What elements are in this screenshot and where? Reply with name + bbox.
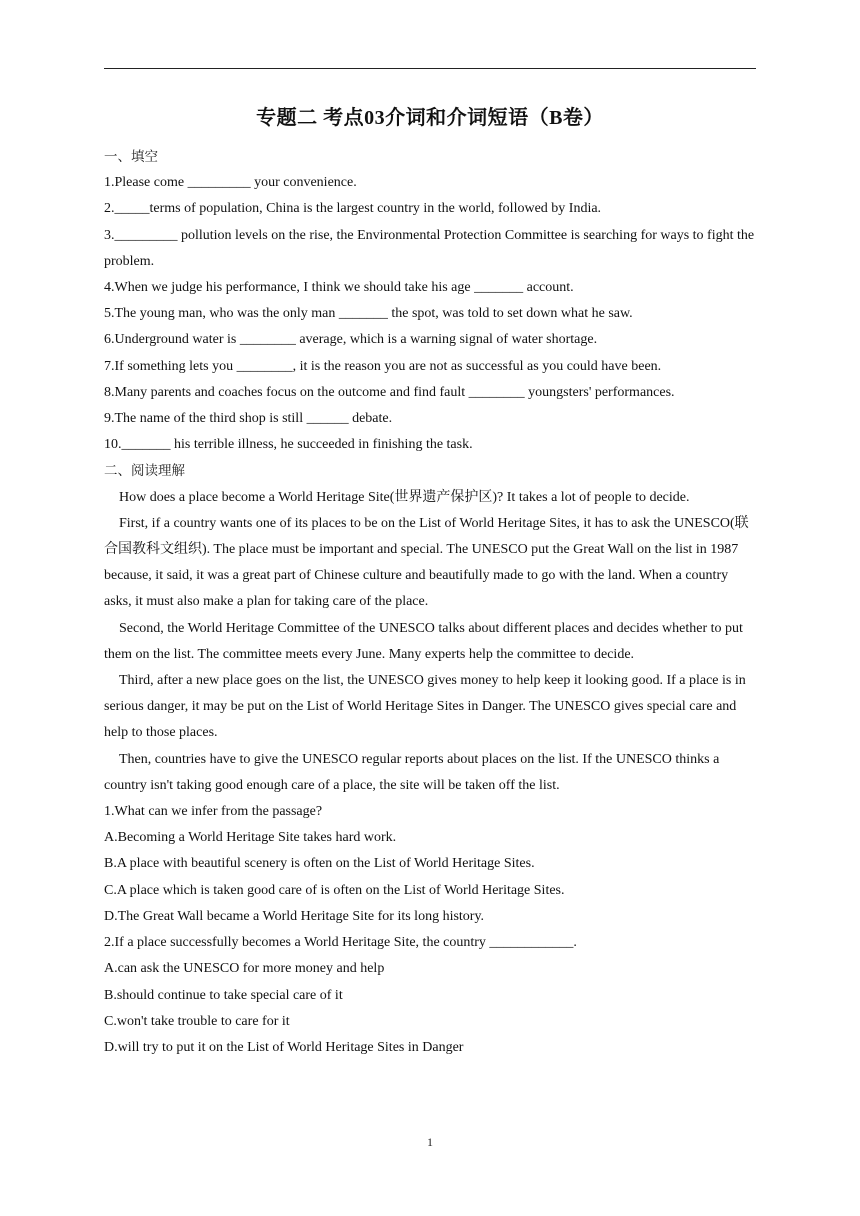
page-number: 1 xyxy=(427,1135,433,1149)
fill-blank-question: 4.When we judge his performance, I think we should take his age _______ account. xyxy=(104,280,574,296)
answer-option: C.won't take trouble to care for it xyxy=(104,1013,290,1029)
answer-option: D.The Great Wall became a World Heritage Site for its long history. xyxy=(104,908,485,924)
fill-blank-question: 10._______ his terrible illness, he succeeded in finishing the task. xyxy=(104,437,473,453)
fill-blank-question-list xyxy=(104,170,759,458)
page-title: 专题二 考点03介词和介词短语（B卷） xyxy=(256,107,604,129)
passage-paragraph: Third, after a new place goes on the list, the UNESCO gives money to help keep it looking good. If a place is in serious danger, it may be put on the List of World Heritage Sites in Danger. The UNESCO gives special care and help to those places. xyxy=(104,673,746,741)
passage-paragraph: Second, the World Heritage Committee of the UNESCO talks about different places and decides whether to put them on the list. The committee meets every June. Many experts help the committee to decide. xyxy=(104,620,743,662)
reading-question-stem: 1.What can we infer from the passage? xyxy=(104,804,323,820)
fill-blank-question: 2._____terms of population, China is the largest country in the world, followed by India. xyxy=(104,201,602,217)
answer-option: D.will try to put it on the List of World Heritage Sites in Danger xyxy=(104,1039,464,1055)
answer-options xyxy=(104,825,759,930)
reading-passage xyxy=(104,485,759,799)
reading-question-1 xyxy=(104,799,759,930)
fill-blank-question: 7.If something lets you ________, it is the reason you are not as successful as you could have been. xyxy=(104,358,662,374)
fill-blank-question: 5.The young man, who was the only man _______ the spot, was told to set down what he saw. xyxy=(104,306,633,322)
fill-blank-heading: 一、填空 xyxy=(104,149,158,165)
answer-option: B.A place with beautiful scenery is often on the List of World Heritage Sites. xyxy=(104,856,535,872)
answer-option: A.can ask the UNESCO for more money and help xyxy=(104,961,385,977)
answer-option: B.should continue to take special care of it xyxy=(104,987,343,1003)
fill-blank-question: 3._________ pollution levels on the rise, the Environmental Protection Committee is searching for ways to fight the problem. xyxy=(104,227,755,269)
reading-question-2 xyxy=(104,930,759,1061)
fill-blank-question: 8.Many parents and coaches focus on the outcome and find fault ________ youngsters' performances. xyxy=(104,384,675,400)
fill-blank-question: 6.Underground water is ________ average, which is a warning signal of water shortage. xyxy=(104,332,598,348)
passage-paragraph: How does a place become a World Heritage Site(世界遗产保护区)? It takes a lot of people to decide. xyxy=(119,489,690,505)
document-content xyxy=(104,144,759,1061)
header-rule xyxy=(104,68,756,69)
answer-option: A.Becoming a World Heritage Site takes hard work. xyxy=(104,830,397,846)
passage-paragraph: Then, countries have to give the UNESCO regular reports about places on the list. If the UNESCO thinks a country isn't taking good enough care of a place, the site will be taken off the list. xyxy=(104,751,720,793)
reading-heading: 二、阅读理解 xyxy=(104,463,185,480)
fill-blank-question: 1.Please come _________ your convenience. xyxy=(104,175,357,191)
fill-blank-question: 9.The name of the third shop is still ______ debate. xyxy=(104,411,393,427)
passage-paragraph: First, if a country wants one of its places to be on the List of World Heritage Sites, it has to ask the UNESCO(联合国教科文组织). The place must be important and special. The UNESCO put the Great Wall on the list in 1987 because, it said, it was a great part of Chinese culture and beautifully made to go with the land. When a country asks, it must also make a plan for taking care of the place. xyxy=(104,515,749,610)
reading-question-stem: 2.If a place successfully becomes a World Heritage Site, the country ____________. xyxy=(104,935,577,951)
answer-options xyxy=(104,956,759,1061)
answer-option: C.A place which is taken good care of is often on the List of World Heritage Sites. xyxy=(104,882,565,898)
